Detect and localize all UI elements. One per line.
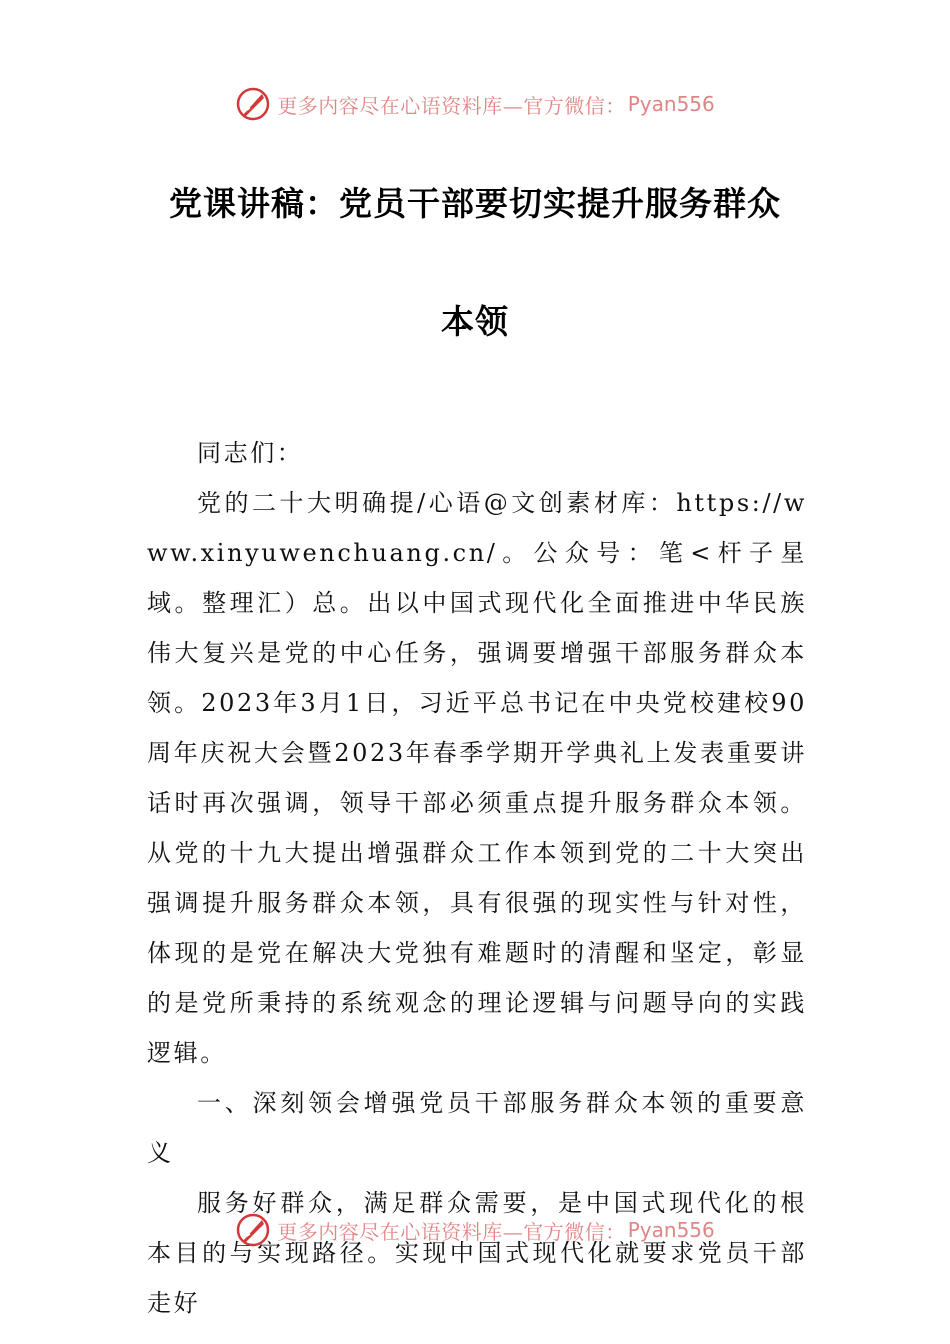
watermark-banner-top <box>0 84 950 124</box>
watermark-text: 更多内容尽在心语资料库—官方微信： <box>277 93 626 118</box>
intro-paragraph: 党的二十大明确提/心语@文创素材库：https://www.xinyuwenchuang.cn/。公众号：笔<杆子星域。整理汇）总。出以中国式现代化全面推进中华民族伟大复兴是党的中心任务，强调要增强干部服务群众本领。2023年3月1日，习近平总书记在中央党校建校90周年庆祝大会暨2023年春季学期开学典礼上发表重要讲话时再次强调，领导干部必须重点提升服务群众本领。从党的十九大提出增强群众工作本领到党的二十大突出强调提升服务群众本领，具有很强的现实性与针对性，体现的是党在解决大党独有难题时的清醒和坚定，彰显的是党所秉持的系统观念的理论逻辑与问题导向的实践逻辑。 <box>147 489 807 1067</box>
watermark-banner-bottom <box>0 1210 950 1250</box>
salutation-paragraph: 同志们： <box>197 439 304 467</box>
document-body <box>147 428 807 1328</box>
watermark-text: 更多内容尽在心语资料库—官方微信： <box>277 1219 626 1244</box>
wechat-id: Pyan556 <box>627 1218 715 1242</box>
wechat-id: Pyan556 <box>627 92 715 116</box>
document-title-line-2: 本领 <box>441 302 509 341</box>
section-heading: 一、深刻领会增强党员干部服务群众本领的重要意义 <box>147 1089 807 1167</box>
quill-logo-icon <box>235 86 271 122</box>
quill-logo-icon <box>235 1212 271 1248</box>
document-title-line-1: 党课讲稿：党员干部要切实提升服务群众 <box>169 184 781 223</box>
section-paragraph: 服务好群众，满足群众需要，是中国式现代化的根本目的与实现路径。实现中国式现代化就要求党员干部走好 <box>147 1189 807 1317</box>
